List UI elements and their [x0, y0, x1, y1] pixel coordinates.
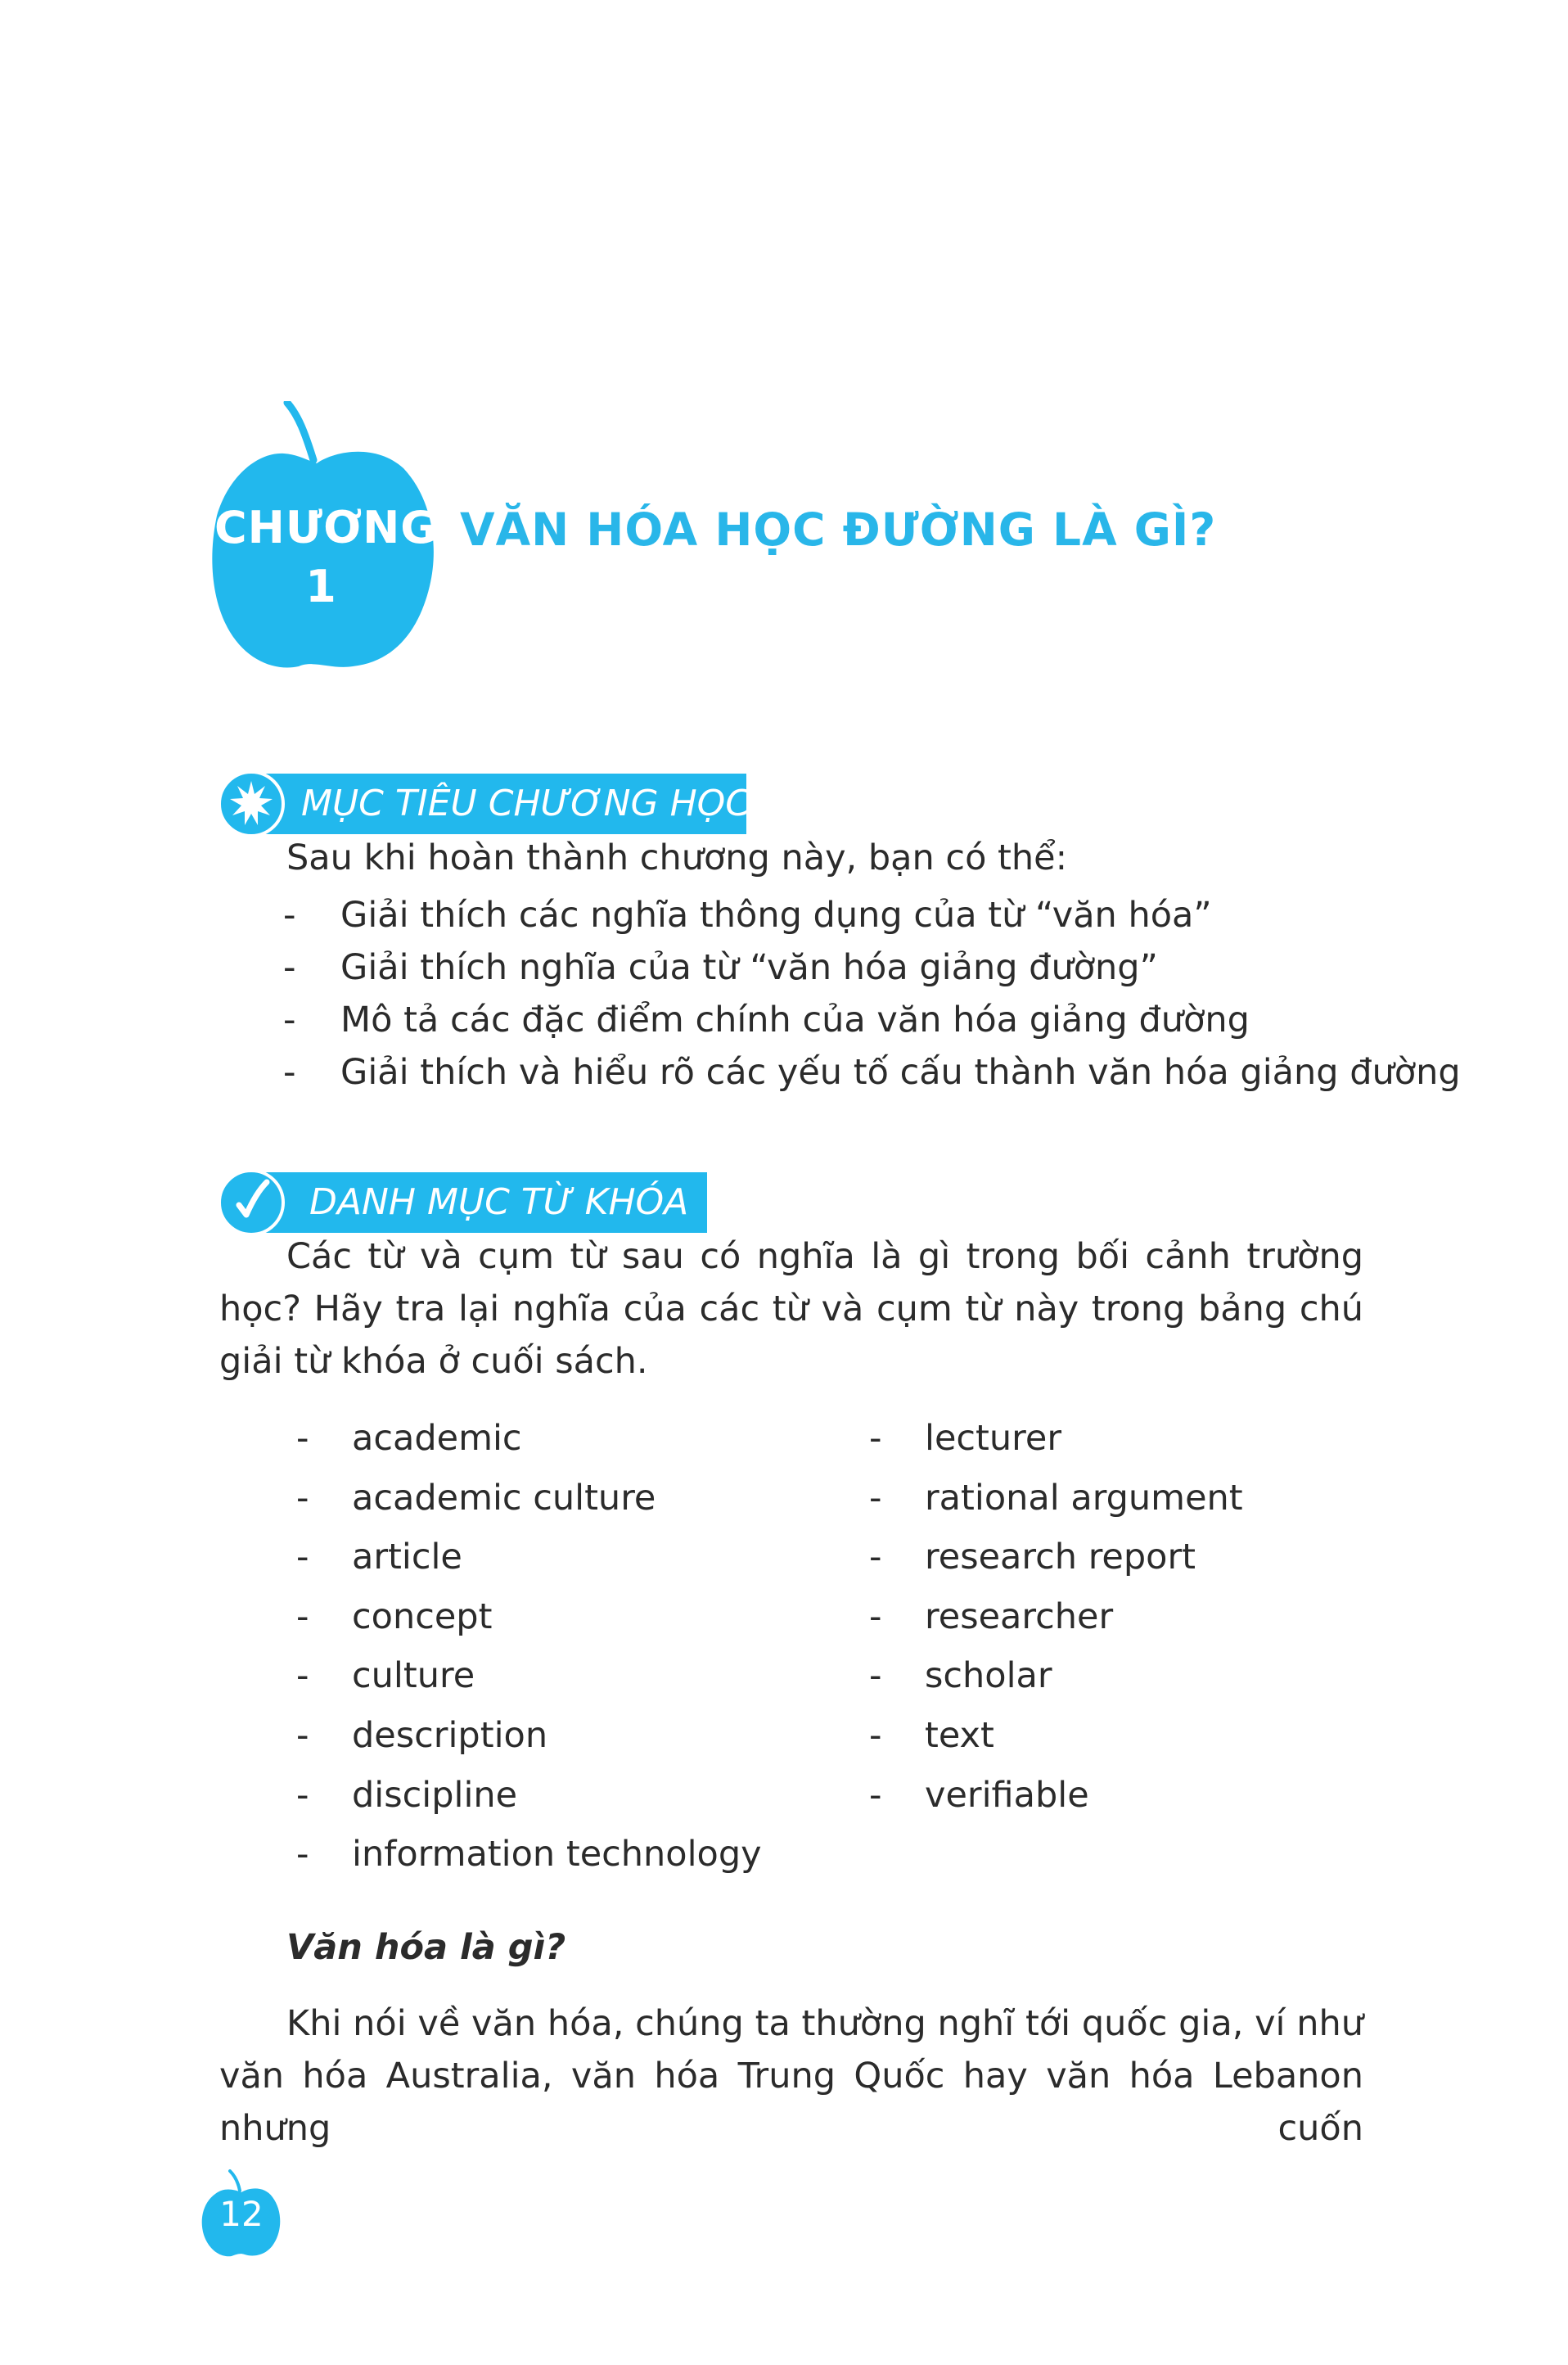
keyword-column-2 — [869, 1409, 1243, 1825]
objectives-list — [283, 889, 1461, 1099]
list-item: - text — [869, 1706, 1243, 1766]
objectives-intro: Sau khi hoàn thành chương này, bạn có thể: — [286, 837, 1068, 878]
keywords-intro-text: Các từ và cụm từ sau có nghĩa là gì trong bối cảnh trường học? Hãy tra lại nghĩa của các từ và cụm từ này trong bảng chú giải từ khóa ở cuối sách. — [219, 1236, 1363, 1382]
list-item: - Giải thích và hiểu rõ các yếu tố cấu thành văn hóa giảng đường — [283, 1046, 1461, 1099]
list-item: - lecturer — [869, 1409, 1243, 1469]
chapter-title: VĂN HÓA HỌC ĐƯỜNG LÀ GÌ? — [460, 503, 1217, 556]
list-item: - research report — [869, 1528, 1243, 1587]
keywords-heading: DANH MỤC TỪ KHÓA — [264, 1172, 707, 1233]
list-item: - description — [296, 1706, 762, 1766]
list-item: - information technology — [296, 1825, 762, 1884]
list-item: - Mô tả các đặc điểm chính của văn hóa giảng đường — [283, 994, 1461, 1046]
star-burst-icon — [218, 770, 285, 837]
list-item: - discipline — [296, 1766, 762, 1826]
list-item: - concept — [296, 1587, 762, 1647]
list-item: - rational argument — [869, 1469, 1243, 1528]
list-item: - scholar — [869, 1646, 1243, 1706]
list-item: - article — [296, 1528, 762, 1587]
objectives-heading: MỤC TIÊU CHƯƠNG HỌC — [264, 774, 746, 834]
list-item: - Giải thích nghĩa của từ “văn hóa giảng đường” — [283, 941, 1461, 994]
list-item: - Giải thích các nghĩa thông dụng của từ “văn hóa” — [283, 889, 1461, 941]
chapter-label: CHƯƠNG — [214, 502, 438, 553]
body-paragraph — [219, 1997, 1363, 2155]
section-heading: Văn hóa là gì? — [286, 1927, 566, 1968]
body-paragraph-text: Khi nói về văn hóa, chúng ta thường nghĩ tới quốc gia, ví như văn hóa Australia, văn hóa Trung Quốc hay văn hóa Lebanon nhưng cuốn — [219, 2003, 1363, 2149]
list-item: - verifiable — [869, 1766, 1243, 1826]
list-item: - academic culture — [296, 1469, 762, 1528]
list-item: - academic — [296, 1409, 762, 1469]
list-item: - researcher — [869, 1587, 1243, 1647]
keywords-intro — [219, 1230, 1363, 1388]
keyword-column-1 — [296, 1409, 762, 1884]
chapter-number: 1 — [305, 561, 336, 612]
checkmark-icon — [218, 1169, 285, 1236]
list-item: - culture — [296, 1646, 762, 1706]
page-number: 12 — [219, 2194, 264, 2234]
